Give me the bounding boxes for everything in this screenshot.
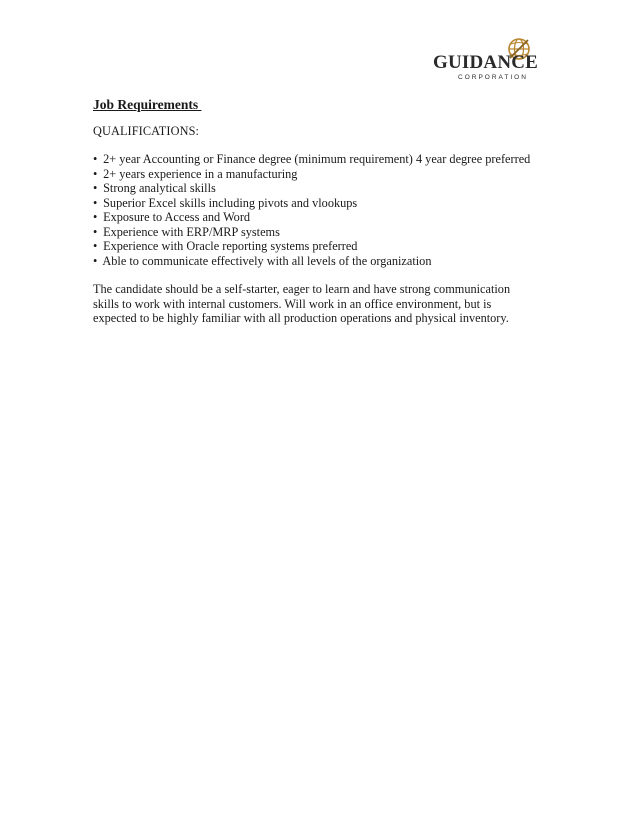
- company-logo: [428, 36, 538, 86]
- requirements-list: [93, 152, 553, 268]
- bullet-marker: •: [93, 239, 98, 253]
- list-item-text: 2+ years experience in a manufacturing: [103, 166, 298, 181]
- logo-wordmark: GUIDANCE: [433, 52, 539, 73]
- qualifications-heading: QUALIFICATIONS:: [93, 123, 200, 138]
- bullet-marker: •: [93, 195, 98, 210]
- page-title: Job Requirements: [93, 97, 202, 112]
- list-item-text: Exposure to Access and Word: [103, 210, 251, 224]
- list-item-text: Experience with Oracle reporting systems preferred: [103, 239, 358, 253]
- list-item: [93, 254, 553, 269]
- list-item: [93, 196, 553, 211]
- logo-subtitle: CORPORATION: [458, 74, 528, 81]
- bullet-marker: •: [93, 224, 98, 239]
- list-item-text: 2+ year Accounting or Finance degree (minimum requirement) 4 year degree preferred: [103, 152, 531, 166]
- list-item: [93, 181, 553, 196]
- list-item: [93, 167, 553, 182]
- list-item: [93, 239, 553, 254]
- list-item: [93, 225, 553, 240]
- bullet-marker: •: [93, 166, 98, 181]
- bullet-marker: •: [93, 253, 98, 268]
- bullet-marker: •: [93, 210, 98, 224]
- list-item: [93, 210, 553, 225]
- description-paragraph: The candidate should be a self-starter, eager to learn and have strong communication skills to work with internal customers. Will work in an office environment, but is expected to be highly familiar with all production operations and physical inventory.: [93, 282, 511, 325]
- list-item-text: Strong analytical skills: [103, 181, 216, 195]
- list-item-text: Superior Excel skills including pivots and vlookups: [103, 195, 358, 210]
- list-item-text: Experience with ERP/MRP systems: [103, 224, 280, 239]
- list-item-text: Able to communicate effectively with all levels of the organization: [102, 253, 432, 268]
- bullet-marker: •: [93, 181, 98, 195]
- list-item: [93, 152, 553, 167]
- document-body: [93, 98, 553, 326]
- bullet-marker: •: [93, 152, 98, 166]
